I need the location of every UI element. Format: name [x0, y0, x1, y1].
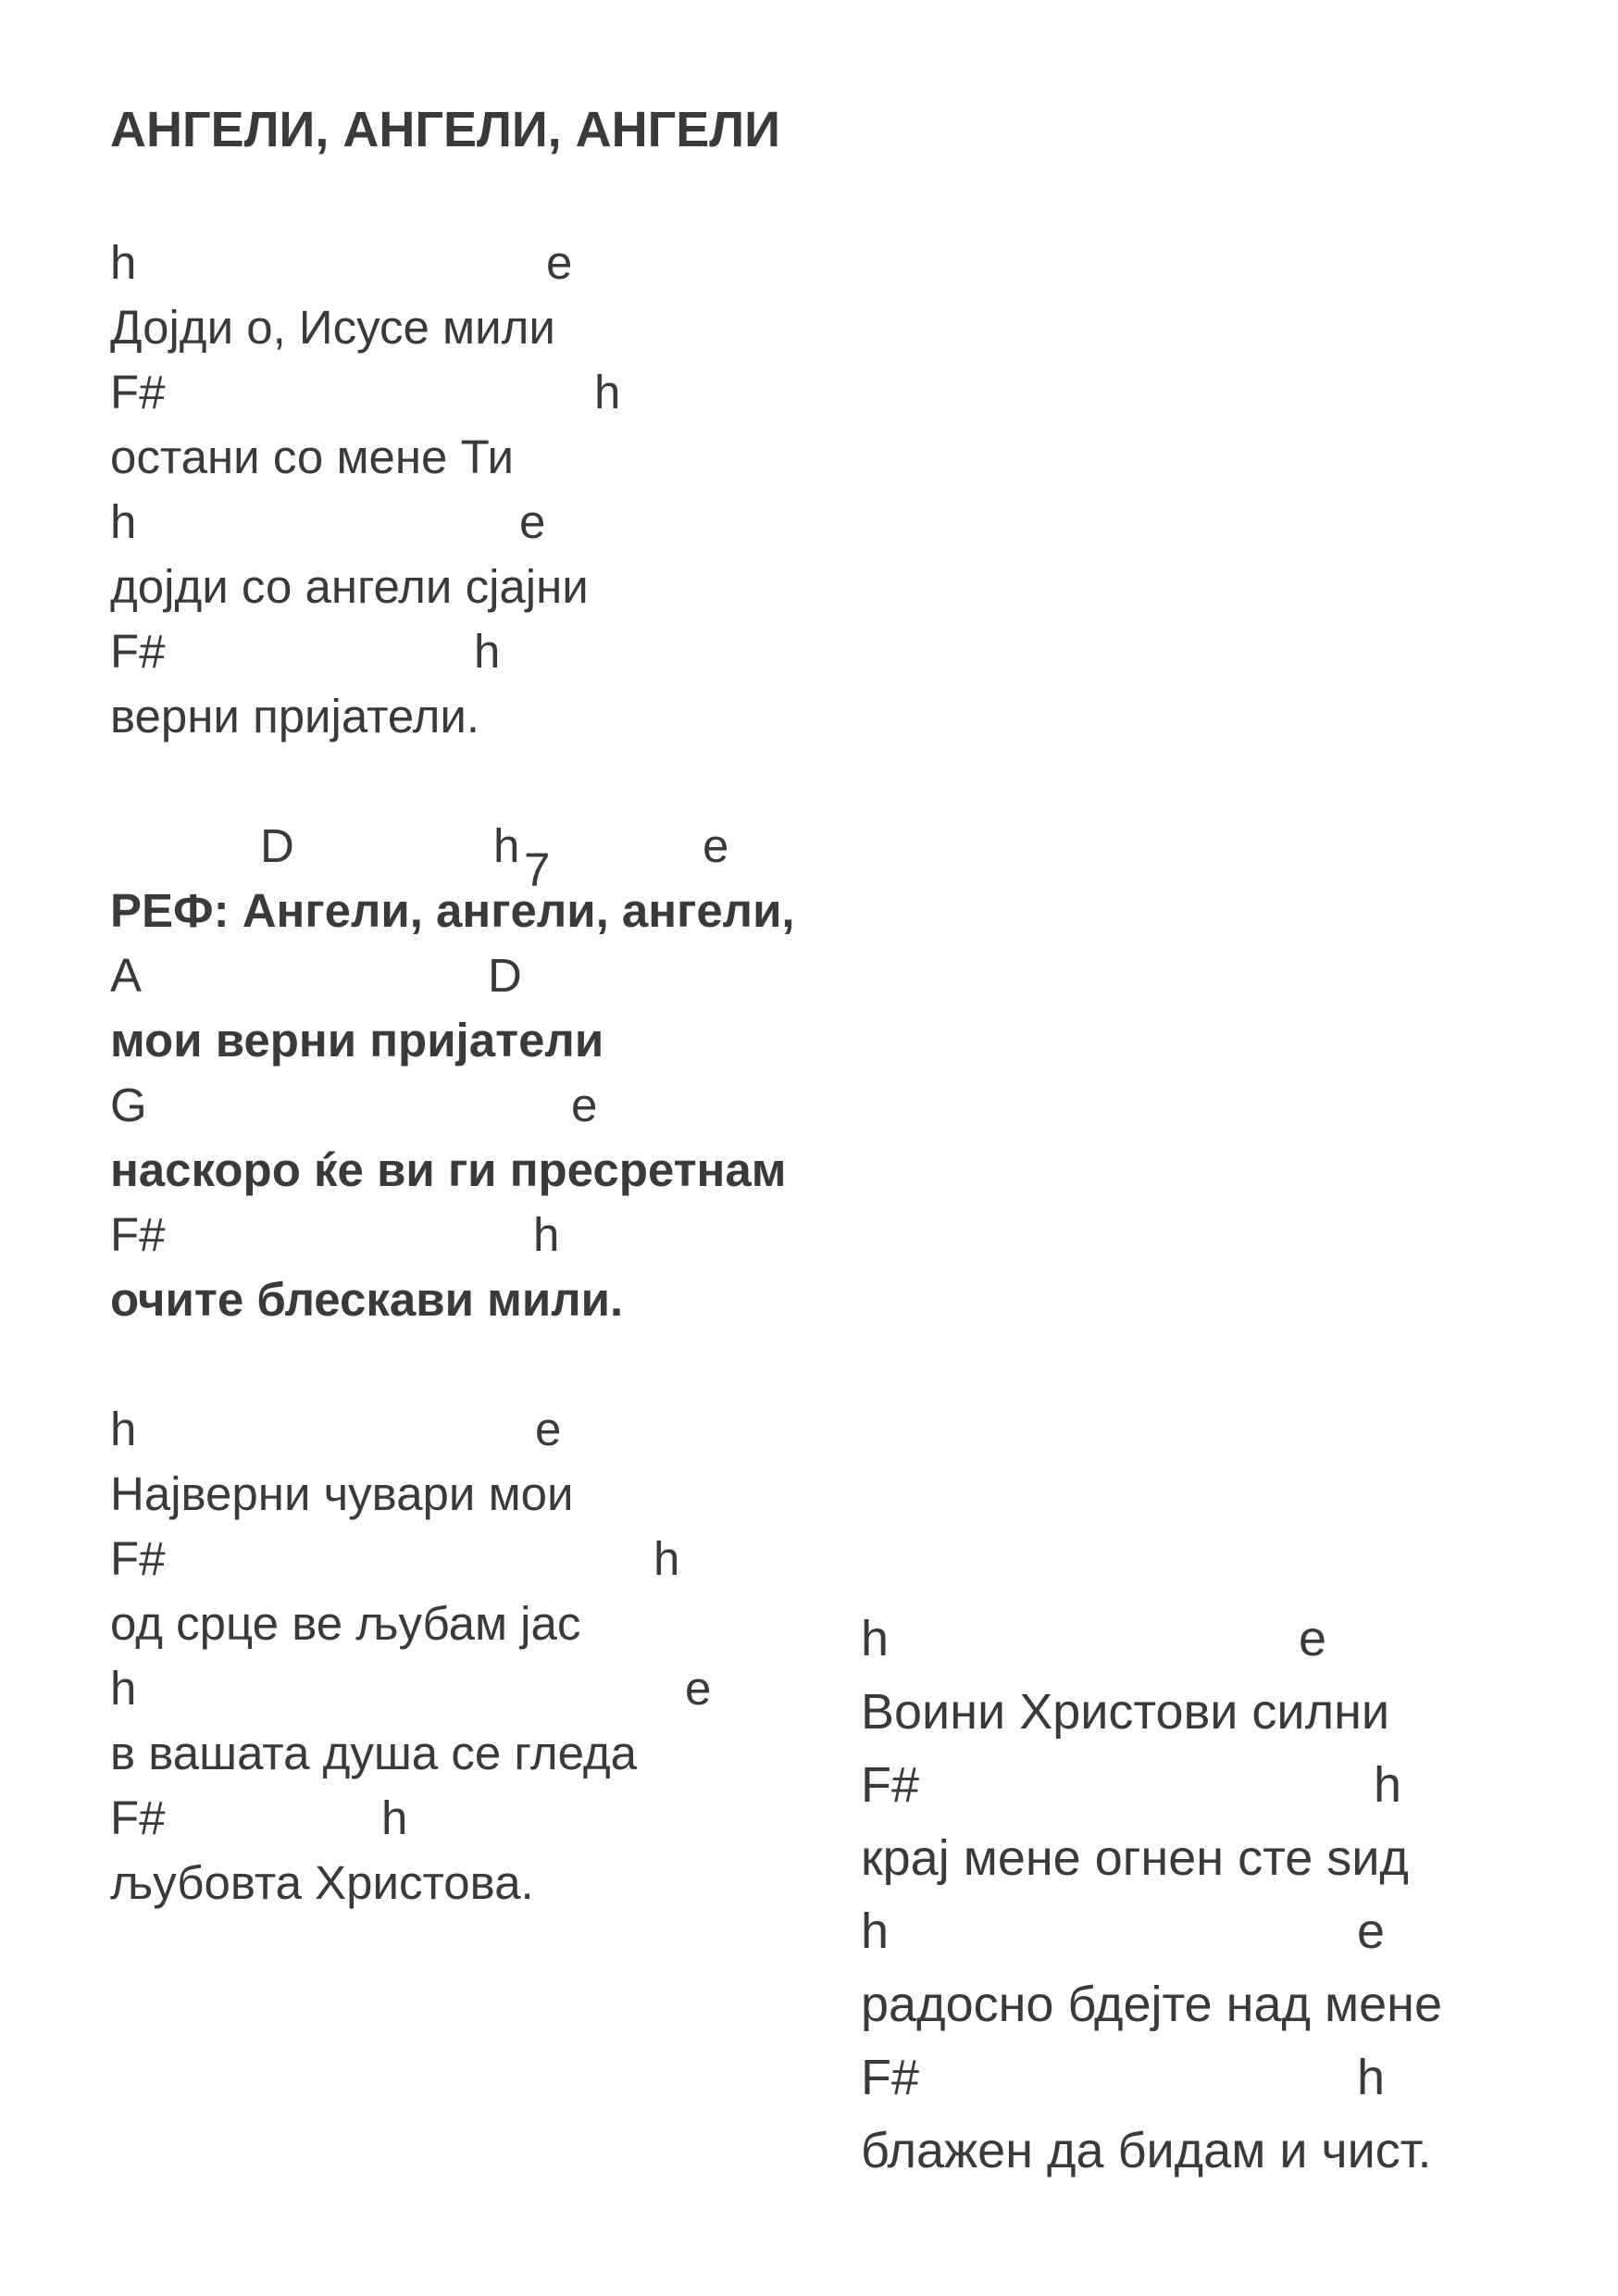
chord: h [110, 1662, 137, 1715]
refrain-line: мои верни пријатели [110, 1014, 604, 1067]
chord: e [571, 1079, 598, 1131]
chord: e [519, 495, 546, 548]
chord: F# [110, 1532, 166, 1585]
lyric-line: Најверни чувари мои [110, 1467, 574, 1520]
lyric-line: блажен да бидам и чист. [861, 2123, 1432, 2178]
chord: e [1299, 1611, 1327, 1666]
lyric-line: в вашата душа се гледа [110, 1727, 637, 1779]
chord: h [533, 1208, 560, 1261]
chord: F# [110, 625, 166, 678]
chord: D [260, 819, 294, 872]
lyric-line: Воини Христови силни [861, 1684, 1390, 1740]
chord: h [1357, 2050, 1386, 2105]
lyric-line: верни пријатели. [110, 690, 479, 742]
lyric-line: Дојди о, Исусе мили [110, 301, 555, 354]
chord: F# [110, 1791, 166, 1844]
chord: e [685, 1662, 712, 1715]
chord: F# [110, 1208, 166, 1261]
lyric-line: радосно бдејте над мене [861, 1977, 1443, 2032]
song-title: АНГЕЛИ, АНГЕЛИ, АНГЕЛИ [110, 102, 780, 157]
chord: h [861, 1611, 890, 1666]
lyric-line: крај мене огнен сте ѕид [861, 1830, 1409, 1886]
chord: F# [861, 2050, 920, 2105]
chord: h [381, 1791, 408, 1844]
chord-superscript: 7 [524, 843, 551, 896]
chord: h [493, 819, 520, 872]
chord: h [110, 236, 137, 289]
chord: e [546, 236, 573, 289]
chord: h [594, 366, 621, 418]
chord: A [110, 949, 143, 1002]
chord: e [535, 1403, 562, 1455]
chord: e [1357, 1903, 1386, 1959]
chord: F# [110, 366, 166, 418]
chord: D [488, 949, 522, 1002]
chord: h [653, 1532, 680, 1585]
refrain-line: РЕФ: Ангели, ангели, ангели, [110, 884, 795, 937]
refrain-line: наскоро ќе ви ги пресретнам [110, 1143, 787, 1196]
chord: F# [861, 1757, 920, 1813]
lyric-line: дојди со ангели сјајни [110, 560, 589, 613]
lyric-line: остани со мене Ти [110, 430, 514, 483]
chord: G [110, 1079, 147, 1131]
lyric-line: од срце ве љубам јас [110, 1597, 581, 1650]
chord: h [474, 625, 501, 678]
chord: h [110, 495, 137, 548]
chord: h [861, 1903, 890, 1959]
chord: h [1374, 1757, 1402, 1813]
chord: e [703, 819, 729, 872]
refrain-line: очите блескави мили. [110, 1273, 624, 1326]
chord: h [110, 1403, 137, 1455]
lyric-line: љубовта Христова. [110, 1856, 534, 1909]
